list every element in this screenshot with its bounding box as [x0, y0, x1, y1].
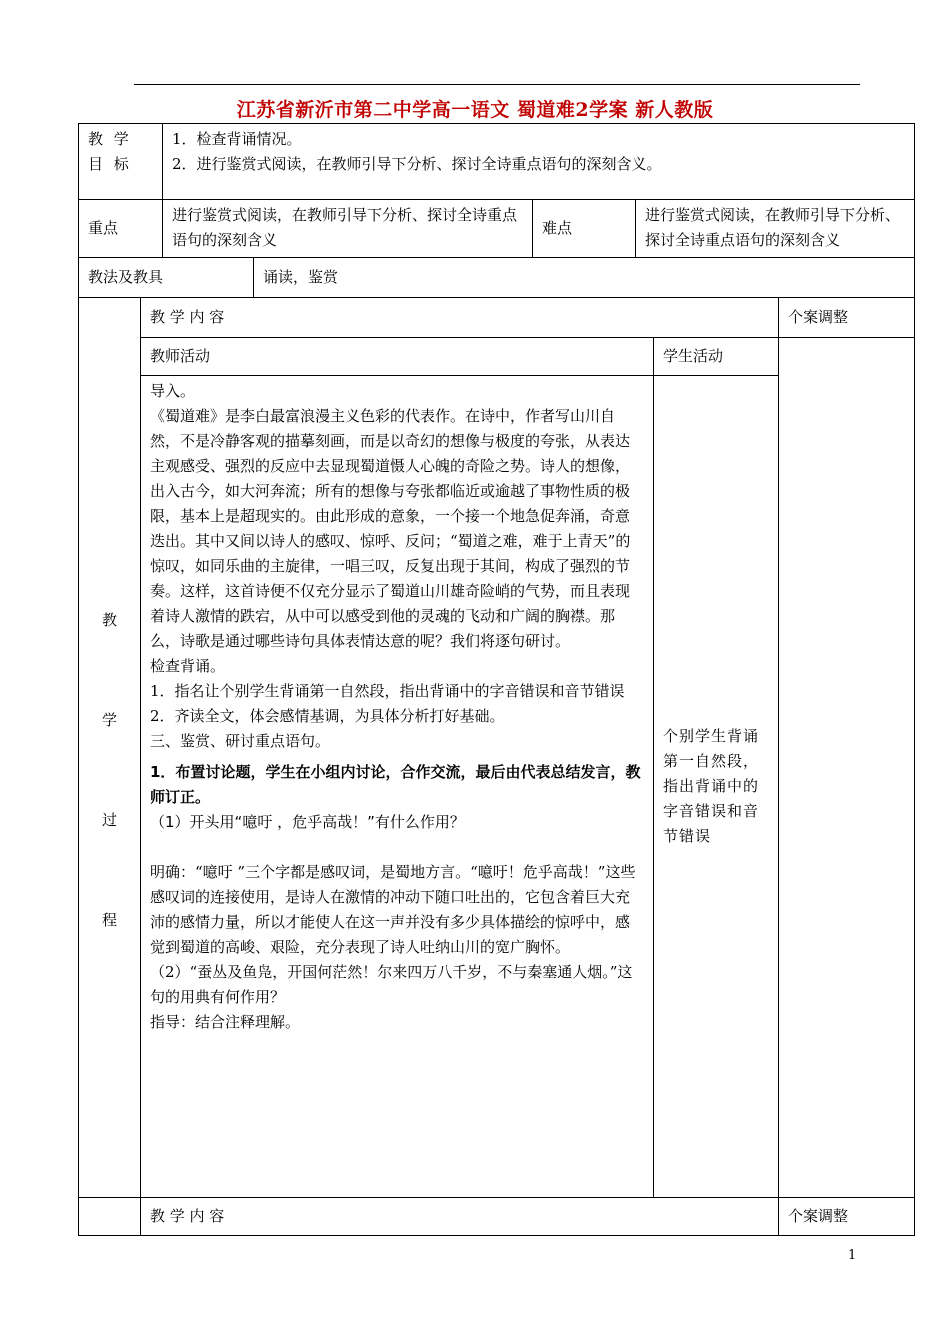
- header-rule: [134, 84, 860, 85]
- objectives-label: 教 学 目 标: [79, 124, 163, 200]
- answer-paragraph: 明确：“噫吁 ”三个字都是感叹词，是蜀地方言。“噫吁！危乎高哉！”这些感叹词的连接使用，是诗人在激情的冲动下随口吐出的，它包含着巨大充沛的感情力量，所以才能使人在这一声并没有多少具体描绘的惊呼中，感觉到蜀道的高峻、艰险，充分表现了诗人吐纳山川的宽广胸怀。: [150, 863, 636, 956]
- discussion-task: 1．布置讨论题，学生在小组内讨论，合作交流，最后由代表总结发言，教师订正。: [150, 763, 641, 806]
- objectives-list: [163, 124, 915, 200]
- methods-table: [78, 257, 915, 298]
- answer-paragraph: （2）“蚕丛及鱼凫，开国何茫然！尔来四万八千岁，不与秦塞通人烟。”这句的用典有何作用？: [150, 963, 633, 1006]
- teacher-activity-cell: [141, 376, 654, 1198]
- adjust-header: 个案调整: [779, 298, 915, 338]
- methods-value: 诵读，鉴赏: [254, 258, 915, 298]
- objectives-table: [78, 123, 915, 200]
- methods-label: 教法及教具: [79, 258, 254, 298]
- question-1: （1）开头用“噫吁 ，危乎高哉！”有什么作用？: [150, 813, 465, 831]
- nandian-label: 难点: [533, 200, 636, 258]
- process-table: [78, 297, 915, 1236]
- answer-paragraph: 指导：结合注释理解。: [150, 1013, 301, 1031]
- adjust-cell: [779, 338, 915, 1198]
- process-paragraph: 《蜀道难》是李白最富浪漫主义色彩的代表作。在诗中，作者写山川自然，不是冷静客观的描摹刻画，而是以奇幻的想像与极度的夸张，从表达主观感受、强烈的反应中去显现蜀道慑人心魄的奇险之势。诗人的想像，出入古今，如大河奔流；所有的想像与夸张都临近或逾越了事物性质的极限，基本上是超现实的。由此形成的意象，一个接一个地急促奔涌，奇意迭出。其中又间以诗人的感叹、惊呼、反问；“蜀道之难，难于上青天”的惊叹，如同乐曲的主旋律，一唱三叹，反复出现于其间，构成了强烈的节奏。这样，这首诗便不仅充分显示了蜀道山川雄奇险峭的气势，而且表现着诗人激情的跌宕，从中可以感受到他的灵魂的飞动和广阔的胸襟。那么，诗歌是通过哪些诗句具体表情达意的呢？我们将逐句研讨。: [150, 407, 631, 650]
- objective-item: 2．进行鉴赏式阅读，在教师引导下分析、探讨全诗重点语句的深刻含义。: [172, 155, 662, 173]
- student-activity-header: 学生活动: [654, 338, 779, 376]
- zhongdian-label: 重点: [79, 200, 163, 258]
- process-paragraph: 导入。: [150, 382, 196, 400]
- process-paragraph: 检查背诵。: [150, 657, 226, 675]
- footer-side-cell: [79, 1198, 141, 1236]
- teacher-activity-header: 教师活动: [141, 338, 654, 376]
- student-activity-cell: 个别学生背诵第一自然段，指出背诵中的字音错误和音节错误: [654, 376, 779, 1198]
- footer-content-header: 教 学 内 容: [141, 1198, 779, 1236]
- process-paragraph: 2．齐读全文，体会感情基调，为具体分析打好基础。: [150, 707, 505, 725]
- process-paragraph: 1．指名让个别学生背诵第一自然段，指出背诵中的字音错误和音节错误: [150, 682, 625, 700]
- lesson-plan-table: [78, 123, 915, 1236]
- objective-item: 1．检查背诵情况。: [172, 130, 302, 148]
- process-paragraph: 三、鉴赏、研讨重点语句。: [150, 732, 331, 750]
- nandian-text: 进行鉴赏式阅读，在教师引导下分析、探讨全诗重点语句的深刻含义: [636, 200, 915, 258]
- zhongdian-text: 进行鉴赏式阅读，在教师引导下分析、探讨全诗重点语句的深刻含义: [163, 200, 533, 258]
- document-title: 江苏省新沂市第二中学高一语文 蜀道难2学案 新人教版: [236, 99, 714, 121]
- key-points-table: [78, 199, 915, 258]
- content-header: 教 学 内 容: [141, 298, 779, 338]
- footer-adjust-header: 个案调整: [779, 1198, 915, 1236]
- process-side-label: 教 学 过 程: [79, 298, 141, 1198]
- page-number: 1: [848, 1248, 857, 1263]
